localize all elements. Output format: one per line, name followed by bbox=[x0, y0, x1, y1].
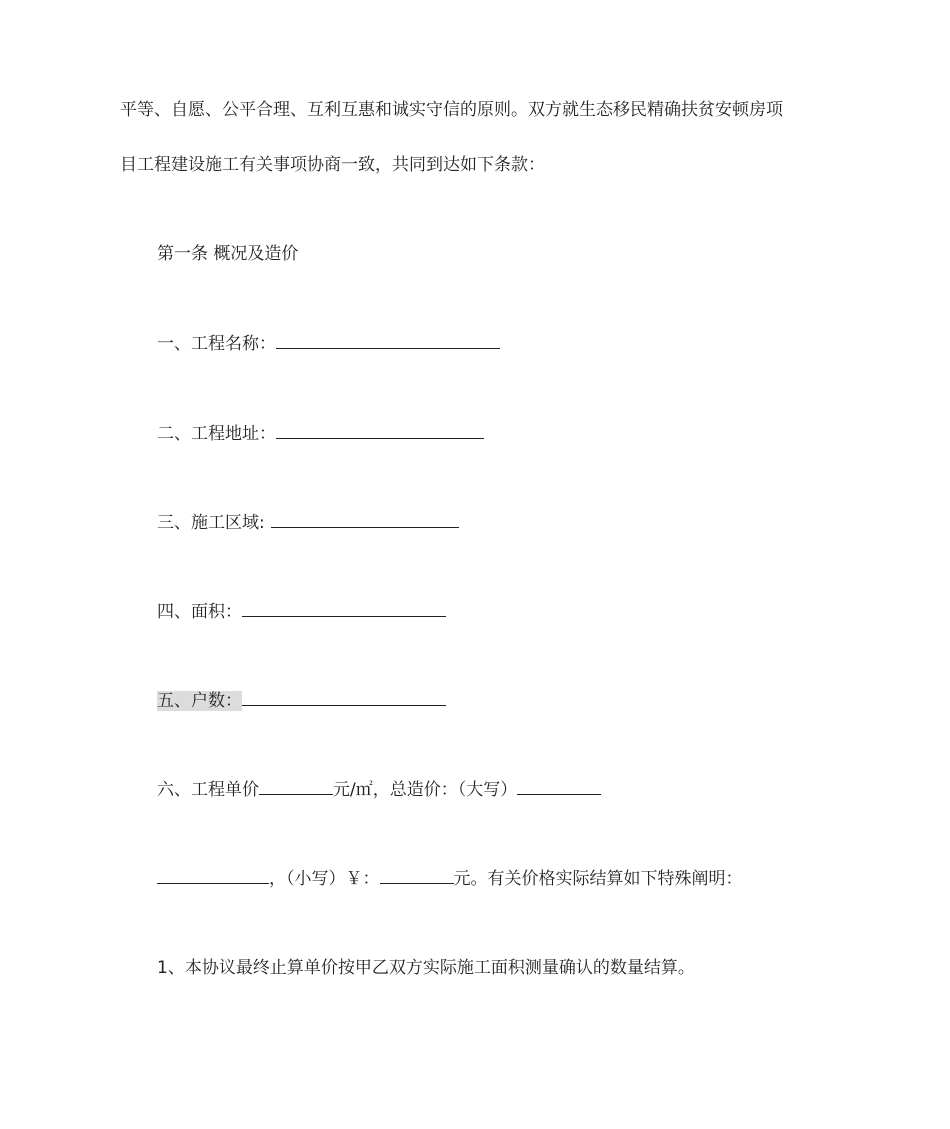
project-address-blank bbox=[276, 421, 484, 439]
price-note-text: 元。有关价格实际结算如下特殊阐明： bbox=[453, 869, 743, 889]
project-address-row bbox=[157, 421, 484, 446]
construction-area-label: 三、施工区域: bbox=[157, 513, 265, 533]
unit-price-blank bbox=[259, 777, 333, 795]
total-price-row bbox=[157, 866, 743, 891]
floor-area-blank bbox=[242, 599, 446, 617]
intro-paragraph-line-2 bbox=[120, 153, 545, 177]
households-label: 五、户数： bbox=[157, 691, 242, 711]
project-name-blank bbox=[276, 331, 500, 349]
total-price-figures-label: ，（小写）￥： bbox=[269, 869, 380, 889]
unit-price-unit-text: 元/㎡，总造价：（大写） bbox=[333, 780, 518, 800]
floor-area-row bbox=[157, 599, 446, 624]
clause-1-row bbox=[157, 956, 695, 980]
project-address-label: 二、工程地址： bbox=[157, 424, 276, 444]
intro-paragraph-line-1 bbox=[120, 98, 783, 122]
project-name-row bbox=[157, 331, 500, 356]
total-price-figures-blank bbox=[380, 866, 454, 884]
intro-text-1: 平等、自愿、公平合理、互利互惠和诚实守信的原则。双方就生态移民精确扶贫安顿房项 bbox=[120, 100, 783, 120]
unit-price-label: 六、工程单价 bbox=[157, 780, 259, 800]
floor-area-label: 四、面积： bbox=[157, 602, 242, 622]
total-price-words-blank-cont bbox=[157, 866, 269, 884]
construction-area-row bbox=[157, 510, 459, 535]
households-row bbox=[157, 688, 446, 713]
total-price-words-blank bbox=[517, 777, 601, 795]
intro-text-2: 目工程建设施工有关事项协商一致，共同到达如下条款： bbox=[120, 155, 545, 175]
unit-price-row bbox=[157, 777, 601, 802]
construction-area-blank bbox=[271, 510, 459, 528]
households-blank bbox=[242, 688, 446, 706]
clause-1-text: 1、本协议最终止算单价按甲乙双方实际施工面积测量确认的数量结算。 bbox=[157, 958, 695, 978]
article-1-heading bbox=[157, 242, 298, 266]
project-name-label: 一、工程名称： bbox=[157, 334, 276, 354]
article-1-title: 第一条 概况及造价 bbox=[157, 244, 299, 264]
